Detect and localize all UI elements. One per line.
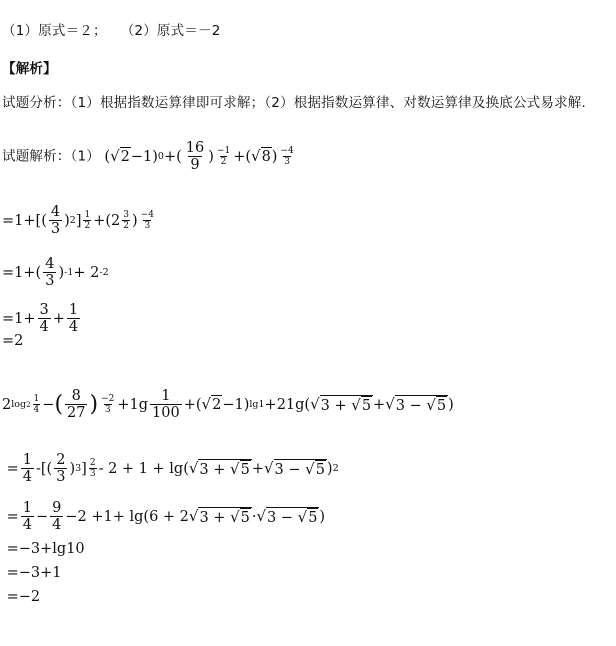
analysis-body: （1）根据指数运算律即可求解；（2）根据指数运算律、对数运算律及换底公式易求解．	[70, 95, 596, 111]
part2-step-4	[2, 564, 62, 582]
part2-step-1: = $\frac{1}{4}$ -[( $\frac{2}{3}$ ) 3 ] $\frac{2}{3}$ - 2 + 1 + lg( √ 3 + √ 5 + √ 3 − √ 5 ) 2	[2, 452, 339, 485]
step-4	[2, 332, 23, 350]
step-2: =1+ ( $\frac{4}{3}$ ) -1 + 2 -2	[2, 256, 109, 289]
step-1-prefix: =1+	[2, 212, 36, 229]
analysis-header: 【解析】	[2, 61, 57, 77]
step-4-value: =2	[2, 333, 24, 349]
step-3-prefix: =1+	[2, 310, 36, 327]
step-1: =1+ [( $\frac{4}{3}$ ) 2 ] $\frac{1}{2}$ +(2 $\frac{3}{2}$ ) $\frac{-4}{3}$	[2, 204, 154, 237]
step-2-prefix: =1+	[2, 264, 36, 281]
part2-step-4-text: =−3+1	[6, 565, 62, 581]
answer-line	[2, 22, 220, 40]
math-expr-1: ( √ 2 −1) 0 +( $\frac{16}{9}$ ) $\frac{-1}{2}$ +( √ 8 ) $\frac{-4}{3}$	[104, 140, 294, 173]
part2-step-3-text: =−3+lg10	[6, 541, 85, 557]
solution-line-1	[2, 140, 297, 173]
part2-step-5-text: =−2	[6, 589, 41, 605]
part2-step-5	[2, 588, 40, 606]
step-3: =1+ $\frac{3}{4}$ + $\frac{1}{4}$	[2, 302, 79, 335]
answer-part2: （2）原式＝－2	[120, 23, 221, 39]
part2-step-2: = $\frac{1}{4}$ − $\frac{9}{4}$ −2 +1+ lg(6 + 2 √ 3 + √ 5 · √ 3 − √ 5 )	[2, 500, 326, 533]
answer-part1: （1）原式＝２；	[2, 23, 107, 39]
analysis-text	[2, 94, 595, 112]
part2-expression: 2 log2 $\frac{1}{4}$ − ( $\frac{8}{27}$ ) $\frac{-2}{3}$ +1g $\frac{1}{100}$ +( √ 2 −1) lg1 +21g( √ 3 + √ 5 + √ 3 − √ 5 )	[2, 388, 454, 421]
part2-step-3	[2, 540, 85, 558]
solution-label: 试题解析：（1）	[2, 148, 100, 165]
analysis-label: 试题分析：	[2, 95, 71, 111]
